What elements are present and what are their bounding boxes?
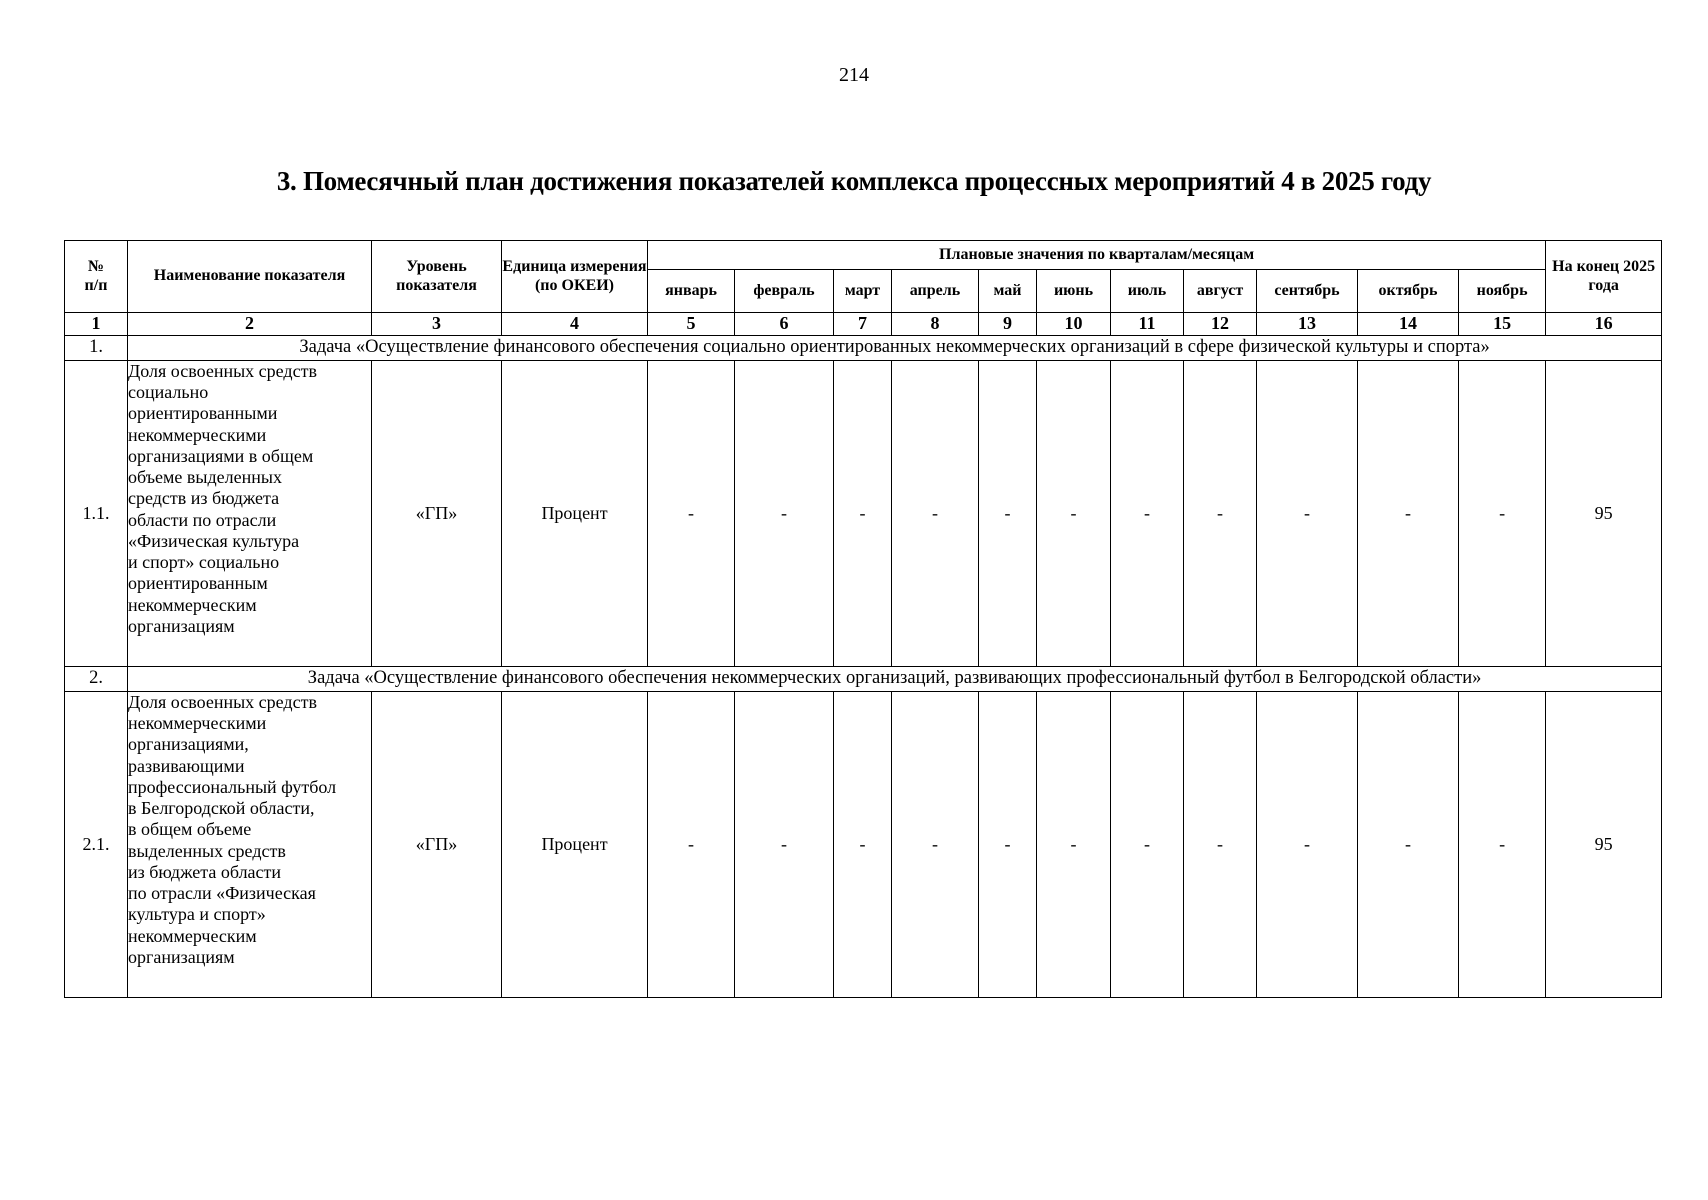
header-month: июль	[1111, 270, 1184, 313]
page-number: 214	[839, 64, 869, 86]
header-month: июнь	[1037, 270, 1111, 313]
month-value: -	[892, 692, 979, 998]
month-value: -	[1111, 361, 1184, 667]
task-row	[65, 336, 1662, 361]
month-value: -	[1184, 692, 1257, 998]
indicator-number: 2.1.	[65, 692, 128, 998]
indicator-row	[65, 692, 1662, 998]
month-value: -	[1257, 361, 1358, 667]
month-value: -	[1257, 692, 1358, 998]
indicator-name-text: Доля освоенных средств некоммерческими организациями, развивающими профессиональный футбол в Белгородской области, в общем объеме выделенных средств из бюджета области по отрасли «Физическая культура и спорт» некоммерческим организациям	[128, 692, 337, 967]
task-title: Задача «Осуществление финансового обеспечения социально ориентированных некоммерческих организаций в сфере физической культуры и спорта»	[128, 336, 1662, 361]
month-value: -	[1037, 361, 1111, 667]
header-unit: Единица измерения (по ОКЕИ)	[502, 241, 648, 313]
header-month: апрель	[892, 270, 979, 313]
header-planned-values: Плановые значения по кварталам/месяцам	[648, 241, 1546, 270]
indicator-name	[128, 692, 372, 998]
month-value: -	[892, 361, 979, 667]
month-value: -	[1358, 692, 1459, 998]
column-number: 13	[1257, 313, 1358, 336]
column-number: 2	[128, 313, 372, 336]
column-number: 12	[1184, 313, 1257, 336]
header-month: октябрь	[1358, 270, 1459, 313]
indicator-level: «ГП»	[372, 692, 502, 998]
month-value: -	[1111, 692, 1184, 998]
indicator-level: «ГП»	[372, 361, 502, 667]
indicator-number: 1.1.	[65, 361, 128, 667]
month-value: -	[979, 692, 1037, 998]
month-value: -	[834, 692, 892, 998]
column-number: 10	[1037, 313, 1111, 336]
header-month: январь	[648, 270, 735, 313]
column-number: 1	[65, 313, 128, 336]
column-number: 14	[1358, 313, 1459, 336]
task-row	[65, 667, 1662, 692]
month-value: -	[1459, 692, 1546, 998]
header-name: Наименование показателя	[128, 241, 372, 313]
end-of-year-value: 95	[1546, 361, 1662, 667]
task-number: 2.	[65, 667, 128, 692]
indicator-row	[65, 361, 1662, 667]
header-month: ноябрь	[1459, 270, 1546, 313]
header-row	[65, 241, 1662, 270]
header-month: сентябрь	[1257, 270, 1358, 313]
column-number: 16	[1546, 313, 1662, 336]
month-value: -	[979, 361, 1037, 667]
header-end-of-year: На конец 2025 года	[1546, 241, 1662, 313]
column-number: 5	[648, 313, 735, 336]
task-number: 1.	[65, 336, 128, 361]
document-title: 3. Помесячный план достижения показателей комплекса процессных мероприятий 4 в 2025 году	[276, 166, 1432, 196]
header-month: август	[1184, 270, 1257, 313]
month-value: -	[834, 361, 892, 667]
month-value: -	[648, 361, 735, 667]
month-value: -	[1358, 361, 1459, 667]
header-month: март	[834, 270, 892, 313]
month-value: -	[1459, 361, 1546, 667]
column-number: 3	[372, 313, 502, 336]
indicator-unit: Процент	[502, 692, 648, 998]
header-month: май	[979, 270, 1037, 313]
month-value: -	[735, 361, 834, 667]
month-value: -	[1184, 361, 1257, 667]
month-value: -	[1037, 692, 1111, 998]
column-number: 8	[892, 313, 979, 336]
month-value: -	[735, 692, 834, 998]
header-month: февраль	[735, 270, 834, 313]
header-level: Уровень показателя	[372, 241, 502, 313]
column-numbers-row	[65, 313, 1662, 336]
indicator-name-text: Доля освоенных средств социально ориентированными некоммерческими организациями в общем объеме выделенных средств из бюджета области по отрасли «Физическая культура и спорт» социально ориентированным некоммерческим организациям	[128, 361, 317, 636]
header-num: № п/п	[65, 241, 128, 313]
column-number: 9	[979, 313, 1037, 336]
month-value: -	[648, 692, 735, 998]
indicator-name	[128, 361, 372, 667]
column-number: 7	[834, 313, 892, 336]
end-of-year-value: 95	[1546, 692, 1662, 998]
indicators-plan-table	[64, 240, 1662, 998]
column-number: 4	[502, 313, 648, 336]
task-title: Задача «Осуществление финансового обеспечения некоммерческих организаций, развивающих профессиональный футбол в Белгородской области»	[128, 667, 1662, 692]
column-number: 15	[1459, 313, 1546, 336]
column-number: 6	[735, 313, 834, 336]
indicator-unit: Процент	[502, 361, 648, 667]
column-number: 11	[1111, 313, 1184, 336]
